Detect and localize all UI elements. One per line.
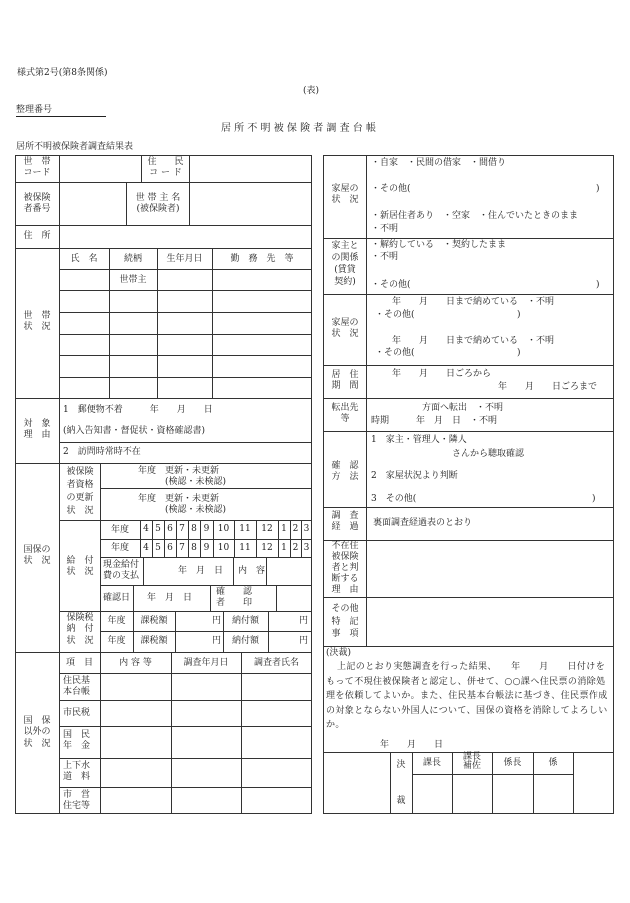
month-cell[interactable]: 12 (261, 524, 273, 534)
item-kokumin-nenkin: 国 民 年 金 (63, 730, 91, 752)
month-cell[interactable]: 3 (303, 524, 310, 534)
setainushi-label: 世 帯 主 名 (被保険者) (135, 193, 181, 215)
kyoju-kikan-label: 居 住 期 間 (331, 370, 359, 392)
taisho-riyu-label: 対 象 理 由 (23, 419, 51, 441)
koshin-1-ken[interactable]: (検認・未検認) (165, 477, 227, 487)
approver-kacho: 課長 (422, 758, 441, 768)
hoho-2[interactable]: 2 家屋状況より判断 (371, 471, 458, 481)
approver-kakaricho: 係長 (503, 758, 522, 768)
fuzai-riyu-field[interactable] (368, 542, 612, 595)
sonota-2-close: ) (517, 348, 521, 358)
month-cell[interactable]: 3 (303, 543, 310, 553)
tenshutsu-label: 転出先 等 (331, 403, 359, 425)
month-cell[interactable]: 9 (203, 524, 210, 534)
yen-1b: 円 (299, 616, 309, 626)
subtitle: 居所不明被保険者調査結果表 (16, 142, 134, 152)
kokuho-jokyo-label: 国保の 状 況 (23, 545, 51, 567)
kyufu-nendo-1: 年度 (110, 525, 129, 535)
page-title: 居 所 不 明 被 保 険 者 調 査 台 帳 (221, 123, 376, 134)
kessai-text: 上記のとおり実態調査を行った結果、 年 月 日付けをもって不現住被保険者と認定し、併せて、○○課へ住民票の消除処理を依頼してよいか。また、住民基本台帳法に基づき、住民票作成の対象とならない外国人について、国保の資格を消除してよろしいか。 (326, 662, 608, 730)
kakunin-bi-label: 確認日 (102, 593, 130, 603)
sonota-tokki-field[interactable] (368, 599, 612, 644)
sonota-1-close: ) (517, 310, 521, 320)
kakunin-date[interactable]: 年 月 日 (147, 593, 193, 603)
hihokensha-bango-label: 被保険 者番号 (23, 193, 51, 215)
tenshutsu-line-1[interactable]: 方面へ転出 ・不明 (422, 403, 504, 413)
setai-code-label: 世 帯 コード (23, 157, 51, 179)
form-number: 様式第2号(第8条関係) (17, 68, 108, 78)
month-cell[interactable]: 9 (203, 543, 210, 553)
hoho-3[interactable]: 3 その他( (371, 494, 417, 504)
month-cell[interactable]: 5 (155, 543, 161, 553)
jumin-code-field[interactable] (191, 157, 309, 179)
col-chosa-date: 調査年月日 (183, 658, 229, 668)
kaoku-opt-3[interactable]: ・新居住者あり ・空家 ・住んでいたときのまま (371, 211, 579, 221)
first-relation: 世帯主 (119, 275, 147, 285)
yen-2b: 円 (299, 636, 309, 646)
kikan-to[interactable]: 年 月 日ごろまで (498, 382, 598, 392)
reason-1-detail: (納入告知書・督促状・資格確認書) (63, 426, 206, 436)
hoho-3-close: ) (592, 494, 596, 504)
zei-nendo-1: 年度 (107, 616, 126, 626)
item-jumin-kihon: 住民基 本台帳 (63, 676, 91, 698)
month-cell[interactable]: 12 (261, 543, 273, 553)
seiri-bango-label: 整理番号 (16, 105, 106, 117)
pay-line-2[interactable]: 年 月 日まで納めている ・不明 (392, 336, 555, 346)
chosa-keika-label: 調 査 経 過 (331, 511, 359, 533)
month-cell[interactable]: 8 (191, 524, 197, 534)
zei-nendo-2: 年度 (107, 636, 126, 646)
sonota-1[interactable]: ・その他( (375, 310, 415, 320)
kyufu-jokyo-label: 給 付 状 況 (66, 556, 94, 578)
kokuho-igai-label: 国 保 以外の 状 況 (23, 716, 51, 749)
approver-kacho-hosa: 課長 補佐 (462, 752, 481, 772)
month-cell[interactable]: 4 (143, 543, 149, 553)
kaoku-opt-4[interactable]: ・不明 (371, 224, 399, 234)
kaoku-opt-2[interactable]: ・その他( (371, 184, 411, 194)
month-cell[interactable]: 5 (155, 524, 161, 534)
hoho-1b: さんから聴取確認 (452, 449, 525, 459)
stamp-kacho[interactable] (413, 775, 451, 813)
yanushi-opt-3-close: ) (596, 280, 600, 290)
col-zokugara: 続柄 (123, 254, 142, 264)
nofugaku-2: 納付額 (231, 636, 259, 646)
yen-1a: 円 (212, 616, 222, 626)
month-cell[interactable]: 2 (292, 524, 299, 534)
month-cell[interactable]: 7 (179, 543, 185, 553)
month-cell[interactable]: 11 (239, 524, 251, 534)
jusho-label: 住 所 (23, 231, 51, 241)
item-shiminzei: 市民税 (63, 708, 91, 718)
hihokensha-bango-field[interactable] (61, 184, 124, 223)
kakunin-hoho-label: 確 認 方 法 (331, 461, 359, 483)
side-label: (表) (303, 86, 320, 96)
yen-2a: 円 (212, 636, 222, 646)
month-cell[interactable]: 6 (167, 524, 173, 534)
genkin-date[interactable]: 年 月 日 (178, 566, 224, 576)
approver-kakari: 係 (548, 758, 558, 768)
col-komoku: 項 目 (65, 658, 93, 668)
kakuninsha-in-label: 確 認 者 印 (216, 587, 253, 609)
month-cell[interactable]: 11 (239, 543, 251, 553)
col-seinengappi: 生年月日 (166, 254, 203, 264)
koshin-2-ken[interactable]: (検認・未検認) (165, 505, 227, 515)
stamp-kakari[interactable] (534, 775, 572, 813)
month-cell[interactable]: 6 (167, 543, 173, 553)
col-shimei: 氏 名 (70, 254, 98, 264)
month-cell[interactable]: 4 (143, 524, 149, 534)
kikan-from[interactable]: 年 月 日ごろから (392, 369, 492, 379)
month-cell[interactable]: 2 (292, 543, 299, 553)
setai-code-field[interactable] (61, 157, 139, 179)
month-cell[interactable]: 8 (191, 543, 197, 553)
month-cell[interactable]: 10 (217, 524, 230, 534)
kakuninsha-in-field[interactable] (278, 587, 310, 609)
pay-line-1[interactable]: 年 月 日まで納めている ・不明 (392, 297, 555, 307)
kazeigaku-1: 課税額 (140, 616, 168, 626)
stamp-kakaricho[interactable] (493, 775, 532, 813)
kaoku-jokyo-label: 家屋の 状 況 (331, 184, 359, 206)
jumin-code-label: 住 民 コ ー ド (147, 157, 184, 179)
hoho-1[interactable]: 1 家主・管理人・隣人 (371, 435, 467, 445)
kessai-label-1: 決 (396, 760, 406, 770)
month-cell[interactable]: 7 (179, 524, 185, 534)
naiyo-field[interactable] (268, 559, 310, 583)
kessai-heading: (決裁) (326, 648, 352, 658)
col-kinmusaki: 勤 務 先 等 (230, 254, 294, 264)
fuzai-riyu-label: 不在住 被保険 者と判 断する 理 由 (331, 541, 359, 595)
col-chosasha: 調査者氏名 (253, 658, 299, 668)
kaoku2-label: 家屋の 状 況 (331, 318, 359, 340)
setainushi-field[interactable] (191, 184, 309, 223)
kessai-date[interactable]: 年 月 日 (380, 740, 444, 750)
month-cell[interactable]: 1 (281, 543, 287, 553)
genkin-kyufu-label: 現金給付 費の支払 (103, 560, 140, 582)
setai-jokyo-label: 世 帯 状 況 (23, 311, 51, 333)
koshin-1[interactable]: 年度 更新・未更新 (138, 466, 220, 476)
stamp-kacho-hosa[interactable] (453, 775, 491, 813)
kyufu-nendo-2: 年度 (110, 543, 129, 553)
naiyo-label: 内 容 (238, 566, 266, 576)
month-cell[interactable]: 10 (217, 543, 230, 553)
koshin-2[interactable]: 年度 更新・未更新 (138, 494, 220, 504)
hokenzei-label: 保険税 納 付 状 況 (66, 613, 94, 646)
sonota-2[interactable]: ・その他( (375, 348, 415, 358)
shikaku-koshin-label: 被保険 者資格 の更新 状 況 (66, 467, 94, 517)
nofugaku-1: 納付額 (231, 616, 259, 626)
kessai-label-2: 裁 (396, 796, 406, 806)
reason-2[interactable]: 2 訪問時常時不在 (63, 447, 141, 457)
kazeigaku-2: 課税額 (140, 636, 168, 646)
col-naiyo: 内 容 等 (119, 658, 152, 668)
yanushi-label: 家主と の関係 (賃貸 契約) (331, 241, 359, 288)
jusho-field[interactable] (61, 227, 309, 246)
tenshutsu-line-2[interactable]: 時期 年 月 日 ・不明 (371, 416, 498, 426)
keika-text: 裏面調査経過表のとおり (373, 518, 473, 528)
yanushi-opt-2[interactable]: ・不明 (371, 252, 399, 262)
kaoku-opt-2-close: ) (596, 184, 600, 194)
item-jogesuido: 上下水 道 料 (63, 761, 91, 783)
reason-1[interactable]: 1 郵便物不着 年 月 日 (63, 405, 213, 415)
item-shiei-jutaku: 市 営 住宅等 (63, 790, 91, 812)
yanushi-opt-1[interactable]: ・解約している ・契約したまま (371, 240, 507, 250)
kaoku-opt-1[interactable]: ・自家 ・民間の借家 ・間借り (371, 158, 507, 168)
month-cell[interactable]: 1 (281, 524, 287, 534)
sonota-tokki-label: その他 特 記 事 項 (331, 604, 359, 640)
yanushi-opt-3[interactable]: ・その他( (371, 280, 411, 290)
